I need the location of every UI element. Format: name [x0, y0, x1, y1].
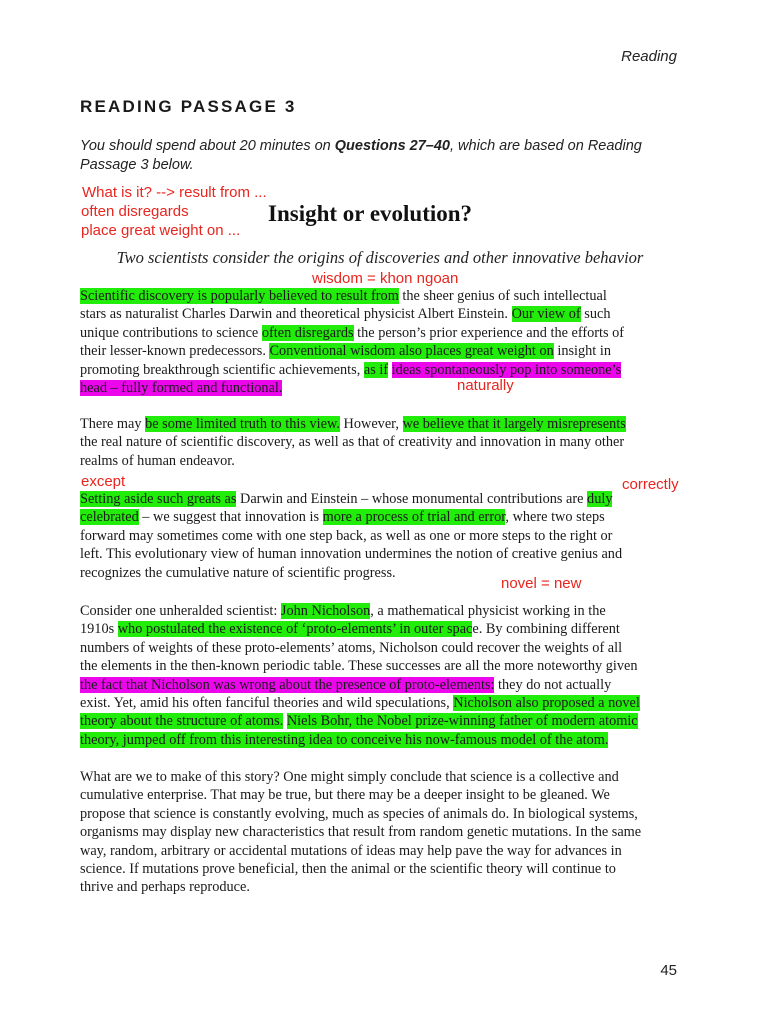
text-line [80, 768, 680, 786]
text-segment: e. By combining different [472, 621, 620, 638]
text-segment: cumulative enterprise. That may be true, but there may be a deeper insight to be gleaned. We [80, 787, 610, 804]
text-segment: the real nature of scientific discovery, as well as that of creativity and innovation in many other [80, 434, 625, 451]
text-line [80, 842, 680, 860]
annotation-great-weight: place great weight on ... [81, 222, 241, 239]
passage-subtitle: Two scientists consider the origins of discoveries and other innovative behavior [116, 248, 644, 267]
annotation-result-from: What is it? --> result from ... [82, 184, 267, 201]
text-segment: recognizes the cumulative nature of scientific progress. [80, 564, 396, 581]
text-line [80, 508, 680, 526]
annotation-except: except [81, 473, 126, 490]
highlight-green: Setting aside such greats as [80, 491, 237, 507]
highlight-magenta: head – fully formed and functional. [80, 380, 283, 397]
text-line [80, 287, 680, 305]
text-line [80, 657, 680, 675]
text-segment: insight in [553, 343, 611, 360]
text-segment: the elements in the then-known periodic table. These successes are all the more noteworthy given [80, 658, 638, 675]
text-line [80, 860, 680, 878]
annotation-naturally: naturally [457, 377, 514, 394]
instruction-pre: You should spend about 20 minutes on [80, 138, 335, 154]
highlight-green: more a process of trial and error [322, 509, 506, 526]
paragraph-2 [80, 415, 680, 470]
text-line [80, 712, 680, 730]
page-number: 45 [660, 962, 677, 979]
text-segment: What are we to make of this story? One might simply conclude that science is a collective and [80, 769, 619, 785]
highlight-green: theory, jumped off from this interesting idea to conceive his now-famous model of the atom. [80, 731, 609, 748]
text-line [80, 564, 680, 582]
highlight-green: as if [363, 361, 389, 378]
text-line [80, 415, 680, 433]
instruction-questions: Questions 27–40 [334, 138, 450, 154]
text-segment: There may [80, 416, 146, 432]
text-line [80, 786, 680, 804]
highlight-green: celebrated [80, 509, 139, 526]
highlight-green: be some limited truth to this view. [145, 416, 340, 432]
text-line [80, 527, 680, 545]
paragraph-3 [80, 490, 680, 582]
annotation-disregards: often disregards [81, 203, 189, 220]
instruction-post: , which are based on Reading [450, 138, 642, 154]
text-segment: numbers of weights of these proto-elements’ atoms, Nicholson could recover the weights of all [80, 639, 623, 656]
text-segment: 1910s [80, 621, 118, 638]
text-segment: unique contributions to science [80, 324, 262, 341]
text-segment: way, random, arbitrary or accidental mutations of ideas may help pave the way for advances in [80, 842, 622, 859]
highlight-green: Nicholson also proposed a novel [453, 695, 640, 712]
paragraph-4 [80, 602, 680, 749]
text-segment: propose that science is constantly evolving, much as species of animals do. In biological systems, [80, 805, 638, 822]
highlight-green: we believe that it largely misrepresents [402, 416, 626, 432]
text-line [80, 676, 680, 694]
text-segment: exist. Yet, amid his often fanciful theories and wild speculations, [80, 695, 454, 712]
highlight-magenta: the fact that Nicholson was wrong about the presence of proto-elements: [80, 676, 495, 693]
text-segment: – we suggest that innovation is [138, 509, 323, 526]
text-segment: they do not actually [494, 676, 612, 693]
text-line [80, 878, 680, 896]
text-segment: , a mathematical physicist working in the [370, 603, 606, 619]
highlight-green: Conventional wisdom also places great weight on [269, 343, 554, 360]
text-segment: the person’s prior experience and the efforts of [353, 324, 625, 341]
running-header: Reading [621, 48, 677, 65]
instruction-text [80, 137, 680, 175]
text-segment: thrive and perhaps reproduce. [80, 879, 250, 896]
text-segment: Darwin and Einstein – whose monumental contributions are [236, 491, 588, 507]
paragraph-5 [80, 768, 680, 897]
text-line [80, 490, 680, 508]
text-segment: stars as naturalist Charles Darwin and theoretical physicist Albert Einstein. [80, 306, 512, 323]
text-line [80, 639, 680, 657]
text-segment: organisms may display new characteristics that result from random genetic mutations. In the same [80, 824, 642, 841]
highlight-green: Scientific discovery is popularly believed to result from [80, 288, 399, 304]
text-line [80, 452, 680, 470]
text-line [80, 694, 680, 712]
text-line [80, 433, 680, 451]
highlight-green: who postulated the existence of ‘proto-elements’ in outer spac [117, 621, 473, 638]
text-line [80, 379, 680, 397]
highlight-green: Niels Bohr, the Nobel prize-winning father of modern atomic [286, 713, 638, 730]
text-segment: forward may sometimes come with one step back, as well as one or more steps to the right or [80, 527, 613, 544]
text-segment: Consider one unheralded scientist: [80, 603, 281, 619]
text-line [80, 620, 680, 638]
text-line [80, 342, 680, 360]
text-line [80, 305, 680, 323]
text-line [80, 545, 680, 563]
highlight-green: Our view of [511, 306, 581, 323]
text-segment: the sheer genius of such intellectual [398, 288, 607, 304]
text-segment: However, [339, 416, 403, 432]
annotation-correctly: correctly [622, 476, 679, 493]
text-line [80, 361, 680, 379]
text-line [80, 602, 680, 620]
annotation-wisdom: wisdom = khon ngoan [312, 270, 459, 287]
annotation-novel: novel = new [501, 575, 582, 592]
text-segment: science. If mutations prove beneficial, then the animal or the scientific theory will continue to [80, 861, 616, 878]
text-segment: realms of human endeavor. [80, 452, 235, 469]
text-segment: such [580, 306, 611, 323]
text-segment: left. This evolutionary view of human innovation undermines the notion of creative genius and [80, 546, 623, 563]
highlight-green: duly [587, 491, 613, 507]
text-line [80, 324, 680, 342]
text-line [80, 823, 680, 841]
text-segment: promoting breakthrough scientific achievements, [80, 361, 364, 378]
text-line [80, 805, 680, 823]
text-segment: , where two steps [505, 509, 605, 526]
highlight-magenta: ideas spontaneously pop into someone’s [391, 361, 622, 378]
highlight-green: John Nicholson [280, 603, 371, 619]
text-line [80, 731, 680, 749]
text-segment: their lesser-known predecessors. [80, 343, 270, 360]
passage-heading: READING PASSAGE 3 [80, 97, 297, 116]
highlight-green: often disregards [261, 324, 354, 341]
passage-title: Insight or evolution? [268, 201, 473, 226]
instruction-line2: Passage 3 below. [80, 157, 194, 173]
paragraph-1 [80, 287, 680, 397]
highlight-green: theory about the structure of atoms. [80, 713, 284, 730]
